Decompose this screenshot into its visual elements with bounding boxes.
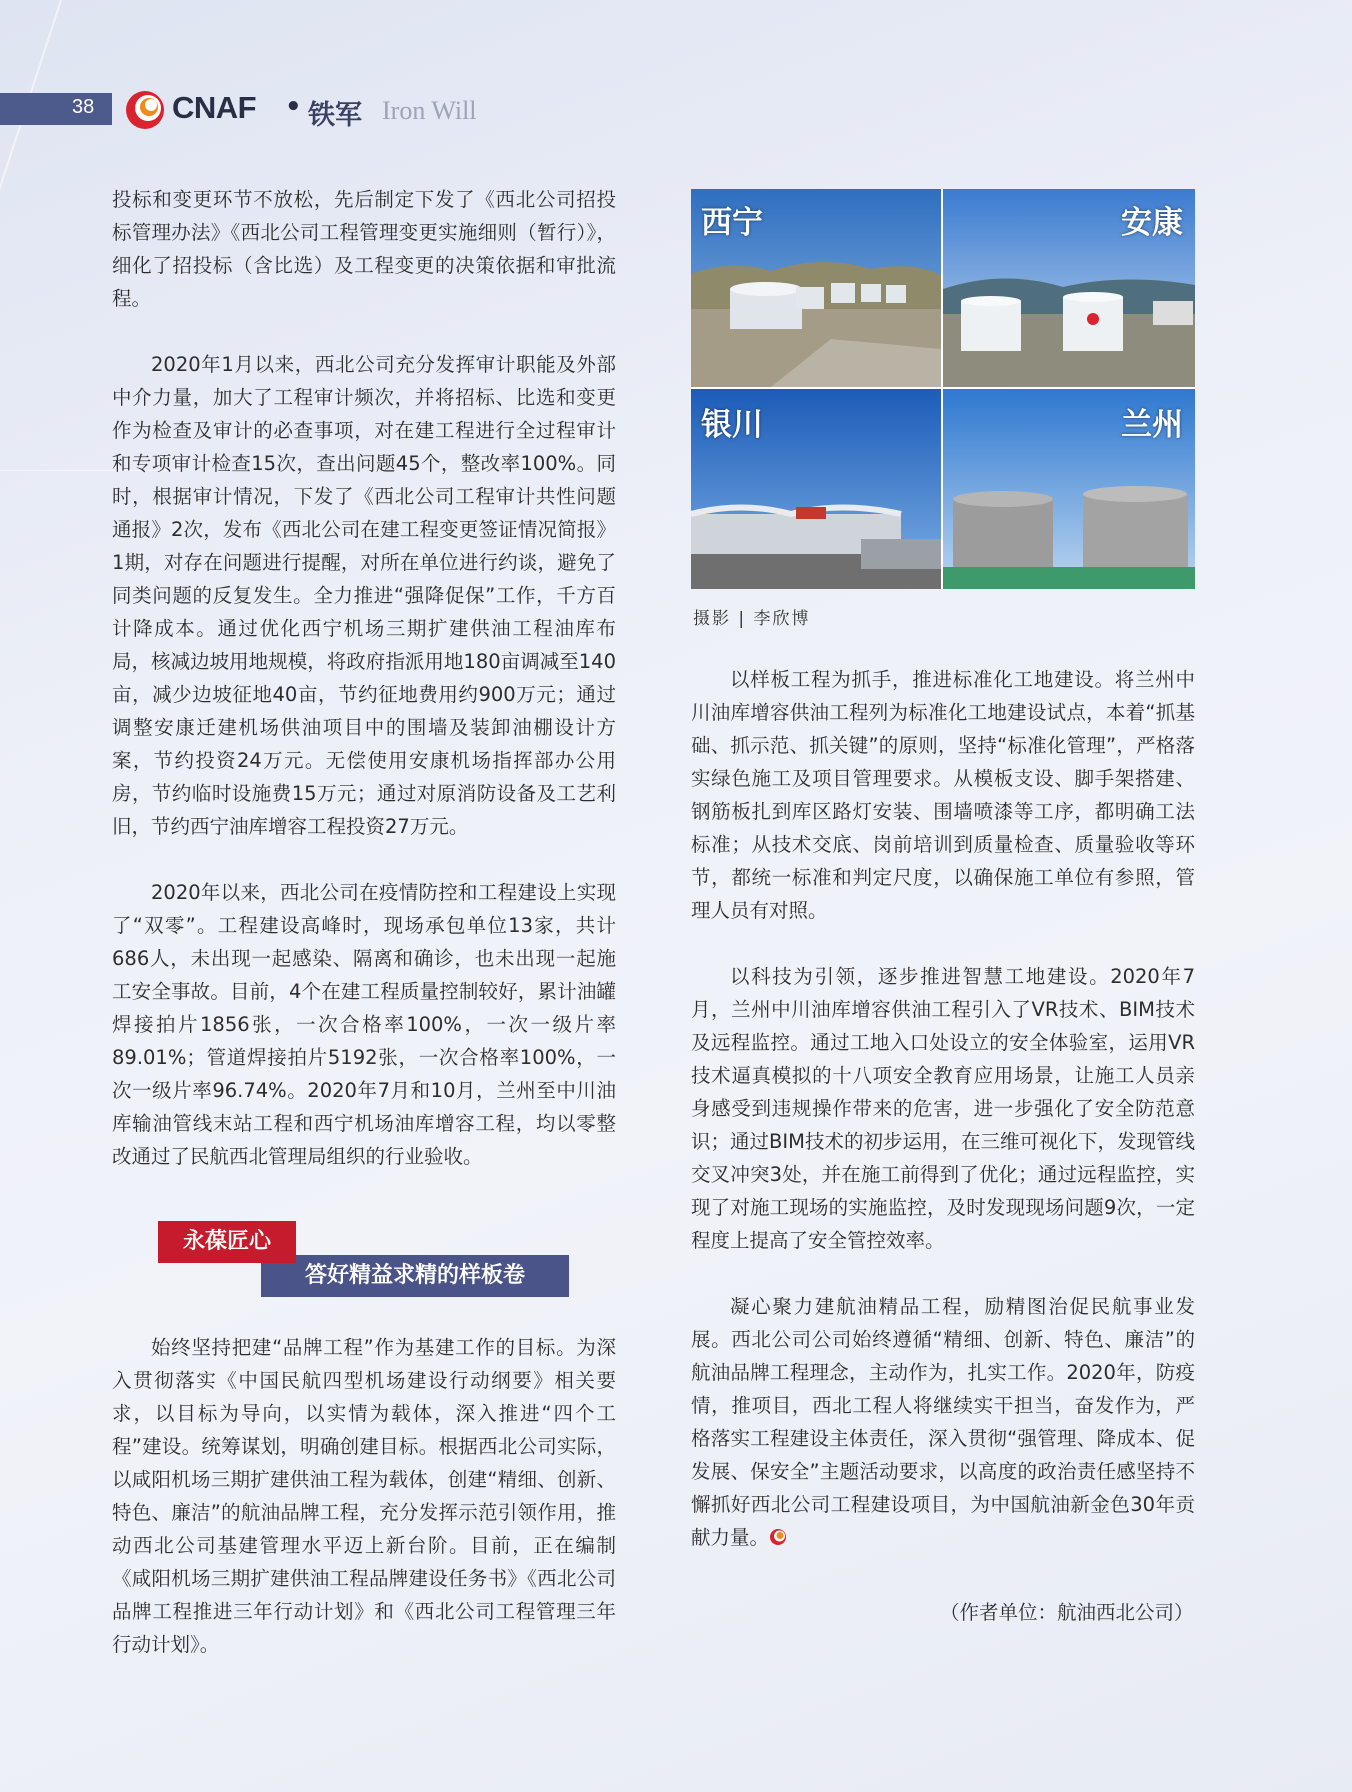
paragraph: 以科技为引领，逐步推进智慧工地建设。2020年7月，兰州中川油库增容供油工程引入了VR技术、BIM技术及远程监控。通过工地入口处设立的安全体验室，运用VR技术逼真模拟的十八项安全教育应用场景，让施工人员亲身感受到违规操作带来的危害，进一步强化了安全防范意识；通过BIM技术的初步运用，在三维可视化下，发现管线交叉冲突3处，并在施工前得到了优化；通过远程监控，实现了对施工现场的实施监控，及时发现现场问题9次，一定程度上提高了安全管控效率。 xyxy=(691,965,1195,1252)
paragraph: 凝心聚力建航油精品工程，励精图治促民航事业发展。西北公司公司始终遵循“精细、创新、特色、廉洁”的航油品牌工程理念，主动作为，扎实工作。2020年，防疫情，推项目，西北工程人将继续实干担当，奋发作为，严格落实工程建设主体责任，深入贯彻“强管理、降成本、促发展、保安全”主题活动要求，以高度的政治责任感坚持不懈抓好西北公司工程建设项目，为中国航油新金色30年贡献力量。 xyxy=(691,1295,1195,1549)
photo-label-lanzhou: 兰州 xyxy=(1121,407,1183,443)
photo-caption: 摄影 | 李欣博 xyxy=(693,609,811,629)
paragraph: 2020年以来，西北公司在疫情防控和工程建设上实现了“双零”。工程建设高峰时，现场承包单位13家，共计686人，未出现一起感染、隔离和确诊，也未出现一起施工安全事故。目前，4个在建工程质量控制较好，累计油罐焊接拍片1856张，一次合格率100%，一次一级片率89.01%；管道焊接拍片5192张，一次合格率100%，一次一级片率96.74%。2020年7月和10月，兰州至中川油库输油管线末站工程和西宁机场油库增容工程，均以零整改通过了民航西北管理局组织的行业验收。 xyxy=(112,881,616,1168)
brand-name: CNAF xyxy=(172,90,257,125)
left-column-top xyxy=(112,183,616,1173)
paragraph: 投标和变更环节不放松，先后制定下发了《西北公司招投标管理办法》《西北公司工程管理变更实施细则（暂行）》，细化了招投标（含比选）及工程变更的决策依据和审批流程。 xyxy=(112,188,616,310)
section-title-tag: 永葆匠心 xyxy=(158,1221,296,1263)
brand-separator: • xyxy=(285,92,302,122)
photo-xining xyxy=(691,189,941,387)
end-mark-icon xyxy=(769,1528,787,1546)
author-affiliation: （作者单位：航油西北公司） xyxy=(940,1601,1194,1624)
page-number: 38 xyxy=(72,96,95,118)
section-title-en: Iron Will xyxy=(382,96,477,125)
right-column xyxy=(691,663,1195,1554)
section-title-cn: 铁军 xyxy=(308,100,362,131)
photo-label-xining: 西宁 xyxy=(701,205,763,241)
paragraph: 2020年1月以来，西北公司充分发挥审计职能及外部中介力量，加大了工程审计频次，并将招标、比选和变更作为检查及审计的必查事项，对在建工程进行全过程审计和专项审计检查15次，查出问题45个，整改率100%。同时，根据审计情况，下发了《西北公司工程审计共性问题通报》2次，发布《西北公司在建工程变更签证情况简报》1期，对存在问题进行提醒，对所在单位进行约谈，避免了同类问题的反复发生。全力推进“强降促保”工作，千方百计降成本。通过优化西宁机场三期扩建供油工程油库布局，核减边坡用地规模，将政府指派用地180亩调减至140亩，减少边坡征地40亩，节约征地费用约900万元；通过调整安康迁建机场供油项目中的围墙及装卸油棚设计方案，节约投资24万元。无偿使用安康机场指挥部办公用房，节约临时设施费15万元；通过对原消防设备及工艺利旧，节约西宁油库增容工程投资27万元。 xyxy=(112,353,616,838)
cnaf-logo-icon xyxy=(124,89,166,131)
photo-label-ankang: 安康 xyxy=(1121,205,1183,241)
section-subtitle-tag: 答好精益求精的样板卷 xyxy=(261,1255,569,1297)
paragraph: 以样板工程为抓手，推进标准化工地建设。将兰州中川油库增容供油工程列为标准化工地建设试点，本着“抓基础、抓示范、抓关键”的原则，坚持“标准化管理”，严格落实绿色施工及项目管理要求。从模板支设、脚手架搭建、钢筋板扎到库区路灯安装、围墙喷漆等工序，都明确工法标准；从技术交底、岗前培训到质量检查、质量验收等环节，都统一标准和判定尺度，以确保施工单位有参照，管理人员有对照。 xyxy=(691,668,1195,922)
photo-label-yinchuan: 银川 xyxy=(701,407,763,443)
photo-lanzhou xyxy=(943,389,1195,589)
photo-yinchuan xyxy=(691,389,941,589)
left-column-bottom xyxy=(112,1331,616,1661)
photo-collage xyxy=(691,189,1195,589)
paragraph: 始终坚持把建“品牌工程”作为基建工作的目标。为深入贯彻落实《中国民航四型机场建设行动纲要》相关要求，以目标为导向，以实情为载体，深入推进“四个工程”建设。统筹谋划，明确创建目标。根据西北公司实际，以咸阳机场三期扩建供油工程为载体，创建“精细、创新、特色、廉洁”的航油品牌工程，充分发挥示范引领作用，推动西北公司基建管理水平迈上新台阶。目前，正在编制《咸阳机场三期扩建供油工程品牌建设任务书》《西北公司品牌工程推进三年行动计划》和《西北公司工程管理三年行动计划》。 xyxy=(112,1336,616,1656)
photo-ankang xyxy=(943,189,1195,387)
